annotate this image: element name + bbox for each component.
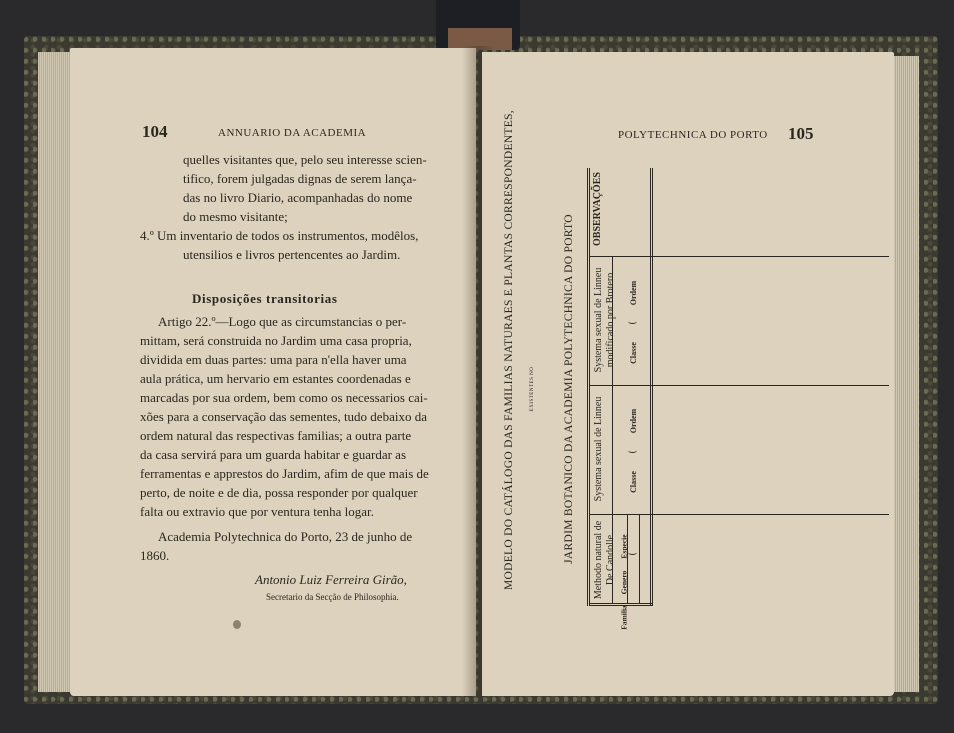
table-rule (589, 514, 889, 515)
section-heading: Disposições transitorias (192, 291, 338, 306)
header-systema: Systema sexual de Linneu (593, 396, 604, 502)
paragraph-line: mittam, será construida no Jardim uma casa propria, (140, 333, 412, 348)
paragraph-line: ordem natural das respectivas familias; a outra parte (140, 428, 412, 443)
brace-mark (628, 319, 637, 324)
table-rule (639, 514, 640, 603)
table-rule (589, 385, 889, 386)
text-line: quelles visitantes que, pelo seu interesse scien- (183, 152, 427, 167)
page-number: 104 (142, 122, 168, 141)
header-methodo: Methodo natural de (593, 520, 604, 600)
header-genero: Genero (619, 570, 629, 595)
header-classe: Classe (629, 471, 638, 493)
header-systema-mod-2: modificado por Brotero (605, 272, 616, 368)
right-page (482, 52, 894, 696)
text-line: 4.º Um inventario de todos os instrumentos, modêlos, (140, 228, 419, 243)
signature: Antonio Luiz Ferreira Girão, (255, 572, 407, 587)
table-rule (589, 168, 590, 606)
table-title-small: EXISTENTES NO (530, 366, 535, 412)
table-title: MODELO DO CATÁLOGO DAS FAMILIAS NATURAES E PLANTAS CORRESPONDENTES, (503, 110, 515, 590)
header-ordem-2: Ordem (629, 280, 638, 306)
running-head: POLYTECHNICA DO PORTO (618, 129, 768, 141)
header-familia: Familia (619, 605, 629, 630)
paragraph-line: falta ou extravio que por ventura tenha logar. (140, 504, 374, 519)
table-rule (589, 256, 889, 257)
brace-mark (628, 448, 637, 453)
text-line: tifico, forem julgadas dignas de serem lança- (183, 171, 417, 186)
header-observacoes: OBSERVAÇÕES (592, 172, 603, 246)
text-line: utensilios e livros pertencentes ao Jardim. (183, 247, 401, 262)
closing-line: 1860. (140, 548, 170, 563)
paragraph-line: aula prática, um hervario em estantes coordenadas e (140, 371, 411, 386)
running-head: ANNUARIO DA ACADEMIA (218, 127, 367, 139)
table-subtitle: JARDIM BOTANICO DA ACADEMIA POLYTECHNICA DO PORTO (563, 214, 575, 564)
paragraph-line: perto, de noite e de dia, possa responder por qualquer (140, 485, 418, 500)
table-rule (650, 168, 651, 606)
page-number: 105 (788, 124, 814, 143)
text-line: das no livro Diario, acompanhadas do nome (183, 190, 413, 205)
header-ordem: Ordem (629, 408, 638, 434)
left-page (70, 48, 476, 696)
signature-title: Secretario da Secção de Philosophia. (266, 592, 399, 602)
table-rule (587, 168, 588, 606)
paragraph-line: dividida em duas partes: uma para n'ella haver uma (140, 352, 407, 367)
text-line: do mesmo visitante; (183, 209, 288, 224)
header-systema-mod: Systema sexual de Linneu (593, 267, 604, 373)
header-especie: Especie (619, 534, 629, 559)
paragraph-line: ferramentas e apprestos do Jardim, afim de que mais de (140, 466, 429, 481)
closing-line: Academia Polytechnica do Porto, 23 de junho de (158, 529, 413, 544)
header-methodo-2: De Candolle (605, 534, 616, 586)
paragraph-line: Artigo 22.º—Logo que as circumstancias o per- (158, 314, 407, 329)
paragraph-line: da casa servirá para um guarda habitar e guardar as (140, 447, 406, 462)
header-classe-2: Classe (629, 342, 638, 364)
page-edges-right (893, 56, 919, 692)
ink-blot (233, 620, 241, 629)
paragraph-line: marcadas por sua ordem, bem como os necessarios cai- (140, 390, 428, 405)
paragraph-line: xões para a conservação das sementes, tudo debaixo da (140, 409, 427, 424)
table-rule (652, 168, 653, 606)
